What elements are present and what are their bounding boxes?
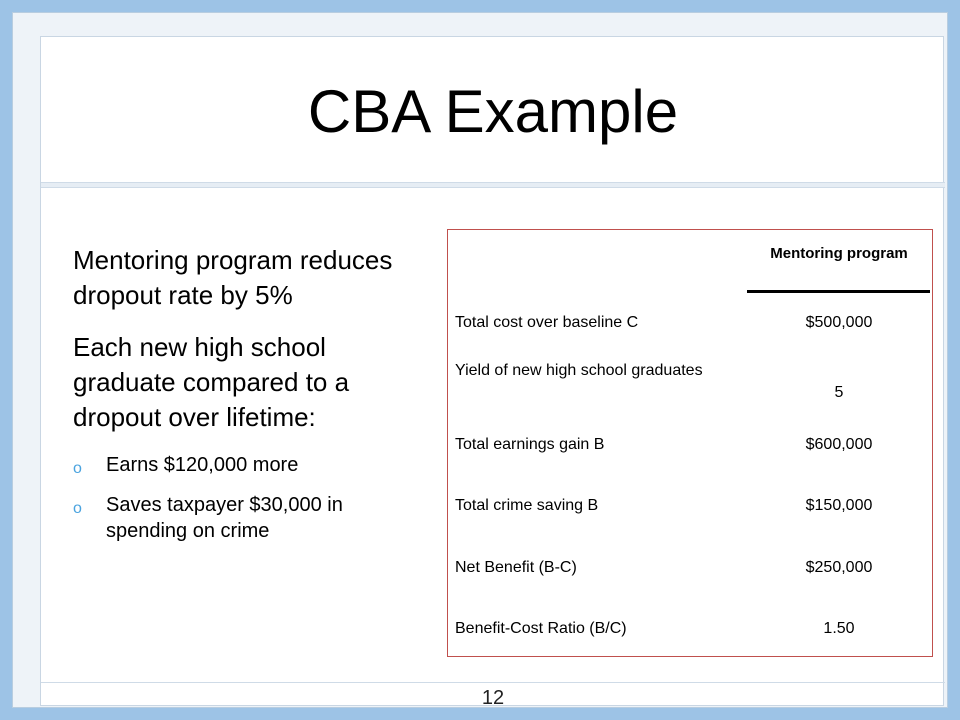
row-value: $150,000 bbox=[805, 497, 873, 514]
header-rule bbox=[747, 290, 930, 293]
row-value: 5 bbox=[834, 384, 844, 401]
circle-bullet-icon: o bbox=[73, 500, 82, 517]
row-value: $250,000 bbox=[805, 559, 873, 576]
row-label: Yield of new high school graduates bbox=[455, 362, 703, 379]
slide bbox=[40, 36, 944, 709]
slide-title: CBA Example bbox=[307, 78, 679, 145]
row-label: Total crime saving B bbox=[455, 497, 599, 514]
sub-bullet bbox=[73, 492, 423, 544]
circle-bullet-icon: o bbox=[73, 460, 82, 477]
sub-bullet-text: Saves taxpayer $30,000 in spending on crime bbox=[106, 494, 343, 542]
row-value: $600,000 bbox=[805, 436, 873, 453]
slide-frame bbox=[12, 12, 948, 708]
bullet-list bbox=[73, 243, 423, 558]
bullet-paragraph: Each new high school graduate compared to a dropout over lifetime: bbox=[73, 332, 350, 432]
footer-divider bbox=[41, 682, 945, 683]
row-label: Total earnings gain B bbox=[455, 436, 605, 453]
sub-bullet bbox=[73, 452, 423, 478]
sub-bullet-text: Earns $120,000 more bbox=[106, 454, 299, 476]
cba-table bbox=[447, 229, 933, 657]
row-label: Net Benefit (B-C) bbox=[455, 559, 577, 576]
table-header: Mentoring program bbox=[770, 245, 908, 262]
row-label: Benefit-Cost Ratio (B/C) bbox=[455, 620, 627, 637]
page-number: 12 bbox=[481, 687, 505, 709]
row-value: $500,000 bbox=[805, 314, 873, 331]
row-value: 1.50 bbox=[823, 620, 855, 637]
row-label: Total cost over baseline C bbox=[455, 314, 639, 331]
bullet-paragraph: Mentoring program reduces dropout rate by 5% bbox=[73, 245, 393, 310]
title-divider bbox=[41, 182, 945, 188]
